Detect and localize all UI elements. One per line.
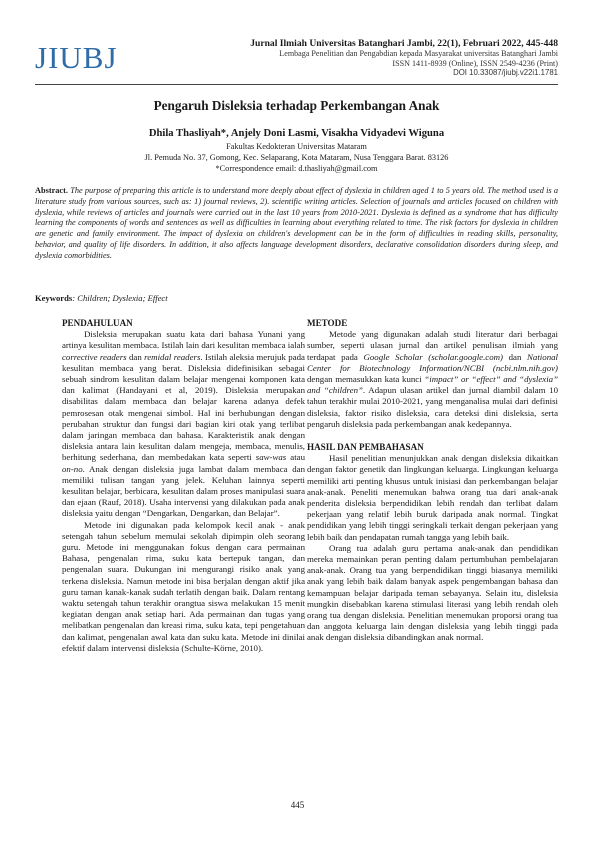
emphasis: Google Scholar (scholar.google.com): [363, 351, 503, 362]
results-paragraph-2: Orang tua adalah guru pertama anak-anak dan pendidikan mereka memainkan peran penting dalam pertumbuhan pembelajaran anak-anak. Orang tua yang berpendidikan tinggi biasanya memiliki anak yang lebih baik dalam banyak aspek pengembangan bahasa dan kemampuan belajar daripada teman sebayanya. Selain itu, disleksia mungkin disebabkan karena stimulasi literasi yang lebih rendah oleh orang tua dengan disleksia. Penelitian menemukan proporsi orang tua dan anggota keluarga lain dengan disleksia yang lebih tinggi pada anak dengan disleksia dibandingkan anak normal.: [307, 542, 558, 643]
text-run: atau: [286, 452, 305, 463]
intro-paragraph-2: Metode ini digunakan pada kelompok kecil anak - anak setengah tahun sebelum memulai sekolah dipimpin oleh seorang guru. Metode ini menggunakan fokus dengan cara permainan Bahasa, pengenalan rima, suku kata bertepuk tangan, dan pengenalan suara. Dukungan ini mengurangi risiko anak yang terkena disleksia. Namun metode ini bisa berjalan dengan aktif jika guru taman kanak-kanak sudah terlatih dengan baik. Dalam rentang waktu setengah tahun terakhir orangtua siswa melakukan 15 menit kegiatan dengan anak setiap hari. Ada permainan dan tugas yang melibatkan pengenalan dan kreasi rima, suku kata, tepi pengetahuan dan kalimat, pengenalan awal kata dan suku kata. Metode ini dinilai efektif dalam intervensi disleksia (Schulte-Körne, 2010).: [62, 519, 305, 653]
text-run: . Adapun ulasan artikel dan jurnal diambil dalam 10 tahun terakhir mulai 2010-2021, yang menganalisa mulai dari definisi disleksia, faktor risiko disleksia, cara deteksi dini disleksia, serta pengaruh disleksia pada perkembangan anak kedepannya.: [307, 385, 558, 429]
left-column: [62, 318, 305, 654]
affiliation-faculty: Fakultas Kedokteran Universitas Mataram: [226, 142, 367, 151]
text-run: . Anak dengan disleksia juga lambat dalam membaca dan memiliki tulisan tangan yang jelek. Keluhan lainnya seperti kesulitan belajar, berbicara, kesulitan dalam proses manipulasi suara dan ejaan (Rauf, 2018). Usaha intervensi yang dilakukan pada anak disleksia yaitu dengan “Dengarkan, Dengarkan, dan Belajar”.: [62, 463, 305, 519]
correspondence-email: *Correspondence email: d.thasliyah@gmail.com: [215, 163, 378, 173]
section-heading-pendahuluan: PENDAHULUAN: [62, 318, 133, 328]
journal-logo: JIUBJ: [35, 40, 118, 75]
emphasis: “impact” or “effect” and “dyslexia” and “children”: [307, 374, 558, 396]
text-run: dan: [126, 351, 145, 362]
keywords-label: Keywords: [35, 293, 73, 303]
text-run: Disleksia merupakan suatu kata dari bahasa Yunani yang artinya kesulitan membaca. Istilah lain dari kesulitan membaca ialah: [62, 329, 305, 351]
affiliation-address: Jl. Pemuda No. 37, Gomong, Kec. Selaparang, Kota Mataram, Nusa Tenggara Barat. 83126: [144, 152, 449, 162]
section-heading-hasil: HASIL DAN PEMBAHASAN: [307, 442, 424, 453]
method-paragraph: [307, 329, 558, 430]
text-run: dengan memasukkan kata kunci: [307, 374, 425, 385]
article-title: Pengaruh Disleksia terhadap Perkembangan Anak: [153, 98, 440, 113]
text-run: dan: [502, 351, 528, 362]
article-authors: Dhila Thasliyah*, Anjely Doni Lasmi, Visakha Vidyadevi Wiguna: [148, 128, 445, 139]
keywords-text: : Children; Dyslexia; Effect: [72, 293, 168, 303]
results-paragraph-1: Hasil penelitian menunjukkan anak dengan disleksia dikaitkan dengan faktor genetik dan lingkungan keluarga. Lingkungan keluarga memiliki arti penting khusus untuk inisiasi dan perkembangan belajar anak-anak. Peneliti menemukan bahwa orang tua dari anak-anak penderita disleksia berpendidikan lebih rendah dan terlibat dalam pekerjaan yang relatif lebih buruk daripada anak normal. Tingkat pendidikan yang lebih tinggi seringkali terkait dengan pekerjaan yang lebih baik dan pendapatan rumah tangga yang lebih baik.: [307, 453, 558, 542]
keywords: [35, 293, 168, 303]
abstract: [35, 186, 558, 261]
journal-doi[interactable]: DOI 10.33087/jiubj.v22i1.1781: [453, 68, 558, 78]
journal-issn: ISSN 1411-8939 (Online), ISSN 2549-4236 (Print): [392, 58, 558, 68]
emphasis: saw-was: [255, 452, 287, 463]
page-number: 445: [290, 800, 305, 810]
emphasis: corrective readers: [62, 351, 127, 362]
journal-publisher: Lembaga Penelitian dan Pengabdian kepada Masyarakat universitas Batanghari Jambi: [279, 49, 558, 58]
section-gap: [307, 430, 558, 442]
intro-paragraph-1: [62, 329, 305, 519]
text-run: . Istilah aleksia merujuk pada kesulitan membaca yang berat. Disleksia didefinisikan sebagai sebuah sindrom kesulitan dalam belajar mengenai komponen kata dan kalimat (Handayani et al, 2019). Disleksia merupakan disabilitas dalam membaca dan belajar karena adanya defek pemrosesan otak mengenai simbol. Hal ini berhubungan dengan perubahan struktur dan fungsi dari bagian kiri otak yang terlibat dalam jaringan membaca dan bahasa. Karakteristik anak dengan disleksia antara lain kesulitan dalam mengeja, membaca, menulis, berhitung sederhana, dan membedakan kata seperti: [62, 351, 305, 463]
emphasis: National Center for Biotechnology Information/NCBI (ncbi.nlm.nih.gov): [307, 351, 558, 373]
abstract-label: Abstract.: [35, 186, 68, 195]
affiliation: [35, 142, 558, 175]
right-column: [307, 318, 558, 644]
text-run: Metode yang digunakan adalah studi literatur dari berbagai sumber, seperti ulasan jurnal dan artikel penulisan ilmiah yang terdapat pada: [307, 329, 558, 362]
header-divider: [35, 84, 558, 85]
emphasis: remidal readers: [144, 351, 201, 362]
journal-header: [138, 38, 558, 78]
section-heading-metode: METODE: [307, 318, 348, 328]
abstract-text: The purpose of preparing this article is to understand more deeply about effect of dyslexia in children aged 1 to 5 years old. The method used is a literature study from various sources, such as: 1) journal reviews, 2). scientific writing articles. Selection of journals and articles focused on children with dyslexia, while reviews of articles and journals were carried out in the last 10 years from 2010-2021. Dyslexia is defined as a syndrome that has difficulty learning the components of words and sentences as well as difficulties in learning about everything related to time. The risk factors for dyslexia in children are genetic and family environment. The impact of dyslexia on children's development can be in the form of difficulties in reading skills, personality, behavior, and quality of life disorders. In addition, it also affects language development disorders, declarative consolidation disorders during sleep, and dyslexia comorbidities.: [35, 186, 559, 260]
journal-title: Jurnal Ilmiah Universitas Batanghari Jambi, 22(1), Februari 2022, 445-448: [250, 38, 558, 49]
emphasis: on-no: [62, 463, 83, 474]
